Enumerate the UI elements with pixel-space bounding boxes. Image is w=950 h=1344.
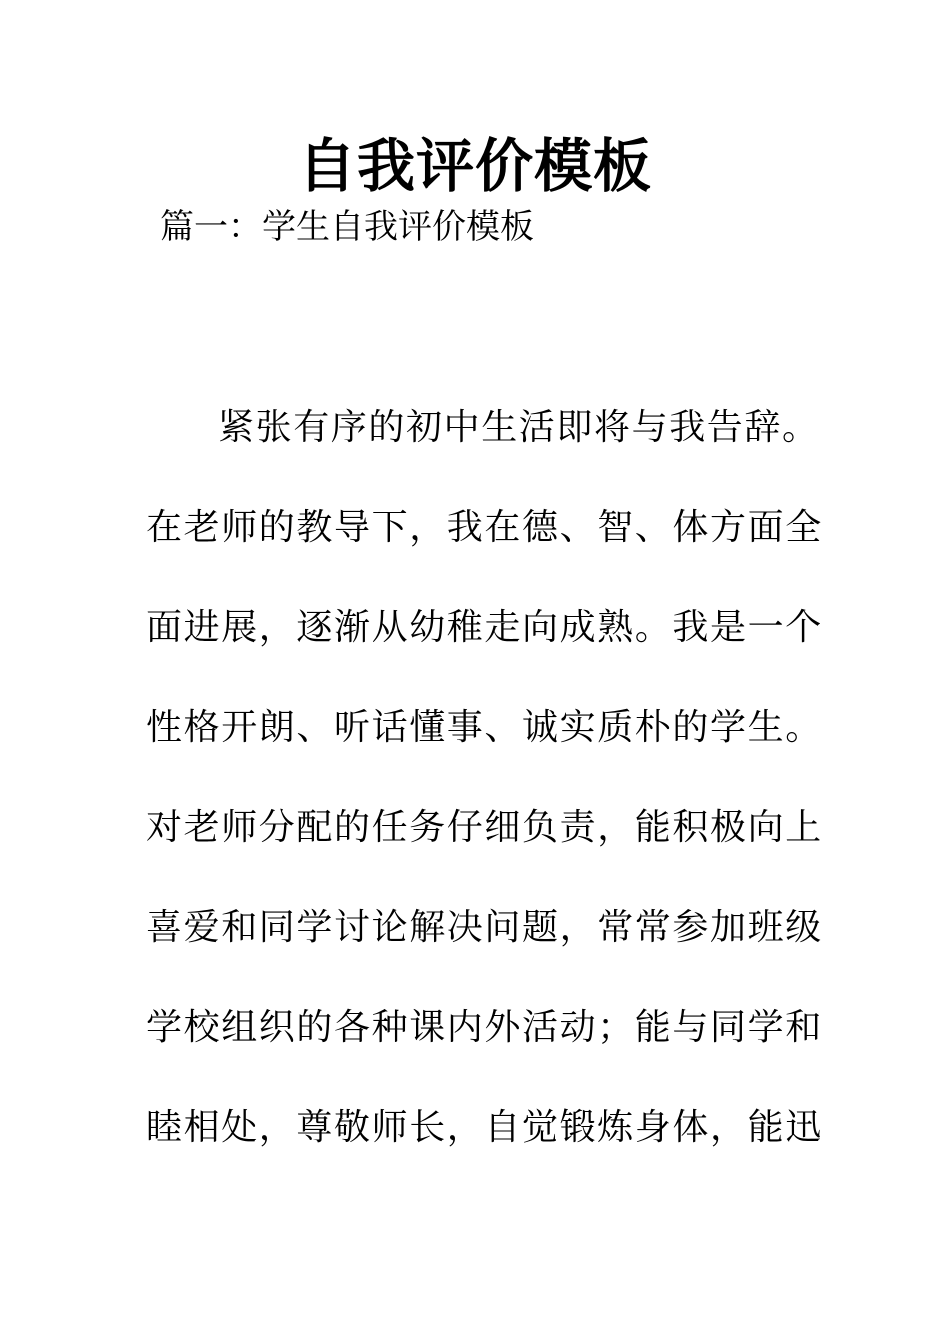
paragraph-line: 对老师分配的任务仔细负责，能积极向上 [146, 807, 823, 848]
paragraph-line: 在老师的教导下，我在德、智、体方面全 [146, 507, 823, 548]
paragraph-line: 紧张有序的初中生活即将与我告辞。 [218, 407, 820, 448]
paragraph-line: 喜爱和同学讨论解决问题，常常参加班级 [146, 907, 823, 948]
paragraph-line: 性格开朗、听话懂事、诚实质朴的学生。 [146, 707, 823, 748]
document-subtitle: 篇一：学生自我评价模板 [160, 207, 534, 247]
paragraph-line: 学校组织的各种课内外活动；能与同学和 [146, 1007, 823, 1048]
body-paragraph [146, 405, 823, 1205]
document-title: 自我评价模板 [297, 132, 652, 200]
paragraph-line: 睦相处，尊敬师长，自觉锻炼身体，能迅 [146, 1107, 823, 1148]
paragraph-line: 面进展，逐渐从幼稚走向成熟。我是一个 [146, 607, 823, 648]
